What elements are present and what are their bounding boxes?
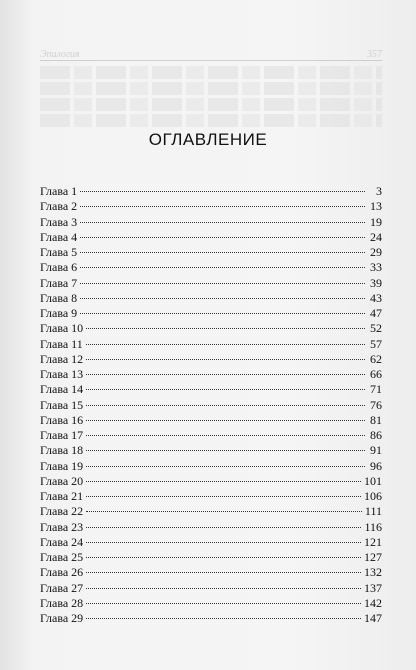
toc-entry-page: 62	[370, 351, 382, 366]
toc-entry	[40, 596, 382, 611]
toc-entry-label: Глава 3	[40, 214, 78, 229]
toc-entry	[40, 367, 382, 382]
toc-entry-label: Глава 6	[40, 260, 78, 275]
toc-entry	[40, 306, 382, 321]
toc-entry-label: Глава 27	[40, 580, 84, 595]
toc-entry	[40, 199, 382, 214]
toc-entry-page: 52	[370, 321, 382, 336]
toc-entry	[40, 245, 382, 260]
toc-entry-label: Глава 12	[40, 351, 84, 366]
page-title: ОГЛАВЛЕНИЕ	[148, 130, 268, 149]
toc-entry-label: Глава 11	[40, 336, 83, 351]
toc-entry-page: 3	[376, 184, 382, 198]
dot-leader	[86, 572, 361, 573]
toc-entry-page: 142	[364, 595, 382, 610]
dot-leader	[86, 481, 361, 482]
toc-entry-page: 29	[370, 245, 382, 259]
toc-entry-page: 86	[370, 428, 382, 442]
toc-entry-label: Глава 13	[40, 367, 84, 381]
toc-entry-page: 76	[370, 397, 382, 412]
dot-leader	[86, 618, 361, 619]
toc-entry	[40, 611, 382, 626]
dot-leader	[80, 237, 365, 238]
toc-entry	[40, 260, 382, 275]
toc-entry-page: 137	[364, 580, 382, 595]
dot-leader	[86, 374, 365, 375]
toc-entry	[40, 535, 382, 550]
toc-entry	[40, 352, 382, 367]
dot-leader	[86, 557, 361, 558]
dot-leader	[86, 542, 361, 543]
toc-entry-page: 116	[364, 519, 382, 534]
toc-entry	[40, 459, 382, 474]
toc-entry-page: 57	[370, 336, 382, 351]
toc-entry	[40, 337, 382, 352]
dot-leader	[86, 328, 365, 329]
toc-entry-label: Глава 21	[40, 489, 84, 503]
toc-entry	[40, 291, 382, 306]
toc-entry-label: Глава 5	[40, 245, 78, 259]
toc-entry-page: 71	[370, 382, 382, 397]
toc-entry	[40, 550, 382, 565]
toc-entry-label: Глава 10	[40, 321, 84, 336]
toc-entry-label: Глава 7	[40, 275, 78, 290]
dot-leader	[86, 420, 365, 421]
toc-entry-page: 13	[370, 199, 382, 214]
toc-entry	[40, 276, 382, 291]
toc-entry-page: 81	[370, 412, 382, 427]
toc-entry-page: 24	[370, 229, 382, 244]
toc-entry-label: Глава 14	[40, 382, 84, 397]
toc-entry-page: 43	[370, 290, 382, 305]
toc-entry-page: 121	[364, 534, 382, 549]
running-head-title: Эпилогия	[40, 49, 80, 60]
dot-leader	[86, 389, 365, 390]
toc-entry-page: 33	[370, 260, 382, 275]
toc-entry	[40, 474, 382, 489]
toc-entry	[40, 413, 382, 428]
toc-entry-label: Глава 23	[40, 519, 84, 534]
toc-entry	[40, 382, 382, 397]
dot-leader	[80, 191, 365, 192]
toc-entry-label: Глава 1	[40, 184, 78, 198]
dot-leader	[86, 588, 361, 589]
toc-entry-label: Глава 24	[40, 534, 84, 549]
toc-entry	[40, 398, 382, 413]
toc-entry-page: 132	[364, 565, 382, 580]
toc-entry-label: Глава 15	[40, 397, 84, 412]
toc-entry-page: 66	[370, 367, 382, 381]
toc-entry-page: 39	[370, 275, 382, 290]
dot-leader	[80, 298, 365, 299]
running-head	[40, 44, 382, 61]
toc-entry	[40, 581, 382, 596]
toc-entry	[40, 215, 382, 230]
toc-entry	[40, 230, 382, 245]
dot-leader	[80, 252, 365, 253]
toc-entry	[40, 428, 382, 443]
toc-entry	[40, 520, 382, 535]
toc-entry-page: 47	[370, 306, 382, 320]
dot-leader	[86, 603, 361, 604]
toc-entry	[40, 565, 382, 580]
toc-entry-page: 106	[364, 489, 382, 503]
toc-entry-label: Глава 17	[40, 428, 84, 442]
dot-leader	[80, 283, 365, 284]
dot-leader	[80, 313, 365, 314]
toc-entry	[40, 321, 382, 336]
dot-leader	[86, 496, 361, 497]
toc-entry-label: Глава 26	[40, 565, 84, 580]
toc-entry-page: 147	[364, 611, 382, 625]
dot-leader	[86, 527, 361, 528]
dot-leader	[86, 344, 365, 345]
dot-leader	[80, 267, 365, 268]
dot-leader	[80, 206, 365, 207]
dot-leader	[86, 466, 365, 467]
table-of-contents	[40, 184, 382, 626]
toc-entry-label: Глава 22	[40, 504, 84, 519]
toc-entry	[40, 489, 382, 504]
dot-leader	[80, 222, 365, 223]
toc-entry-page: 127	[364, 550, 382, 564]
toc-entry	[40, 184, 382, 199]
toc-entry-page: 96	[370, 458, 382, 473]
toc-entry-label: Глава 8	[40, 290, 78, 305]
toc-entry-label: Глава 9	[40, 306, 78, 320]
toc-entry-label: Глава 16	[40, 412, 84, 427]
toc-entry-label: Глава 29	[40, 611, 84, 625]
toc-entry-label: Глава 19	[40, 458, 84, 473]
toc-entry-page: 101	[364, 473, 382, 488]
toc-entry-label: Глава 18	[40, 443, 84, 458]
dot-leader	[86, 450, 365, 451]
toc-entry-page: 111	[364, 504, 382, 519]
toc-entry-label: Глава 25	[40, 550, 84, 564]
bleed-through-text	[40, 66, 382, 130]
toc-entry-label: Глава 20	[40, 473, 84, 488]
dot-leader	[86, 511, 362, 512]
toc-entry-label: Глава 2	[40, 199, 78, 214]
toc-entry	[40, 443, 382, 458]
dot-leader	[86, 435, 365, 436]
toc-entry-page: 19	[370, 214, 382, 229]
toc-entry-label: Глава 4	[40, 229, 78, 244]
dot-leader	[86, 359, 365, 360]
toc-entry-label: Глава 28	[40, 595, 84, 610]
toc-entry	[40, 504, 382, 519]
dot-leader	[86, 405, 365, 406]
running-head-page-number: 357	[367, 49, 382, 60]
toc-entry-page: 91	[370, 443, 382, 458]
